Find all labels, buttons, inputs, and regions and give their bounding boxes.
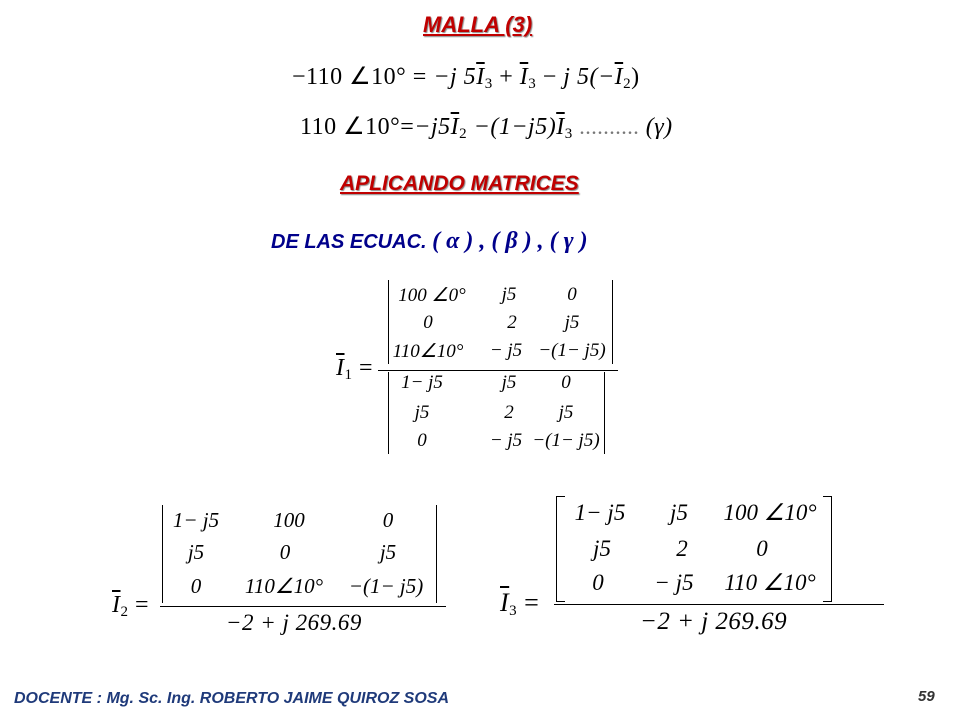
i3-denominator: −2 + j 269.69 [640, 608, 788, 635]
section-title: MALLA (3) [423, 12, 533, 37]
eq2-tag: (γ) [645, 114, 673, 140]
i3-num-r0c1: j5 [670, 500, 688, 525]
i1-fraction-line [378, 370, 618, 371]
i3-num-r0c0: 1− j5 [574, 500, 626, 525]
i2-num-r1c1: 0 [279, 540, 291, 564]
i1-num-r0c0: 100 ∠0° [398, 285, 466, 306]
ecuac-label: DE LAS ECUAC. [271, 231, 427, 253]
i3-var: $\overline{I}$ [500, 588, 510, 617]
i3-num-r1c0: j5 [593, 536, 611, 561]
i1-den-r0c2: 0 [561, 372, 571, 393]
subtitle: APLICANDO MATRICES [340, 172, 579, 195]
i3-label [500, 588, 539, 620]
i1-num-r1c1: 2 [507, 312, 517, 333]
i2-fraction-line [160, 606, 446, 607]
equation-mesh3-2 [300, 112, 673, 143]
i3-num-r0c2: 100 ∠10° [723, 500, 817, 525]
i1-num-r2c2: −(1− j5) [538, 340, 606, 361]
i1-num-r0c2: 0 [567, 284, 577, 305]
i3-num-bracket-right [823, 496, 832, 602]
eq2-term2: −(1−j5) [473, 114, 557, 140]
eq1-sub3a: 3 [484, 76, 493, 92]
eq1-sub3b: 3 [528, 76, 537, 92]
eq2-sub3: 3 [564, 126, 573, 142]
i2-denominator: −2 + j 269.69 [226, 610, 362, 635]
i2-num-r2c0: 0 [190, 574, 202, 598]
i3-fraction-line [554, 604, 884, 605]
i2-num-r1c2: j5 [379, 540, 397, 564]
i1-den-bar-right [604, 372, 605, 454]
eq1-current-i3b: $\overline{I}$ [519, 64, 529, 90]
i1-den-r1c2: j5 [558, 402, 574, 423]
i3-num-r2c0: 0 [592, 570, 604, 595]
i3-num-r1c1: 2 [676, 536, 688, 561]
i3-num-bracket-left [556, 496, 565, 602]
eq2-term1: −j5 [414, 114, 451, 140]
i3-num-r1c2: 0 [756, 536, 768, 561]
i2-sub: 2 [120, 604, 129, 620]
i2-label [112, 592, 149, 621]
i1-num-r2c0: 110∠10° [392, 341, 464, 362]
i1-den-r2c1: − j5 [489, 430, 523, 451]
i2-num-r1c0: j5 [187, 540, 205, 564]
equation-mesh3-1 [292, 62, 640, 93]
i3-sub: 3 [509, 603, 518, 619]
i2-num-r0c2: 0 [382, 508, 394, 532]
eq1-close: ) [631, 64, 640, 90]
eq2-dots: .......... [579, 114, 640, 139]
eq2-lhs: 110 ∠10° [300, 114, 401, 140]
i1-equals: = [359, 355, 374, 381]
i1-var: $\overline{I}$ [336, 355, 345, 381]
i1-den-r0c0: 1− j5 [401, 372, 443, 393]
ecuac-refs: ( α ) , ( β ) , ( γ ) [432, 228, 588, 254]
i2-var: $\overline{I}$ [112, 592, 121, 618]
eq1-plus: + [499, 64, 514, 90]
page-number: 59 [918, 688, 935, 705]
footer-docente: DOCENTE : Mg. Sc. Ing. ROBERTO JAIME QUIROZ SOSA [14, 690, 449, 707]
i1-num-r1c0: 0 [423, 312, 433, 333]
i1-num-bar-left [388, 280, 389, 364]
eq1-minus: − [542, 64, 557, 90]
i2-equals: = [135, 592, 150, 618]
i1-den-r2c2: −(1− j5) [532, 430, 600, 451]
eq1-current-i2: $\overline{I}$ [614, 64, 624, 90]
i2-num-r2c2: −(1− j5) [348, 574, 424, 598]
i3-equals: = [524, 588, 540, 617]
i1-num-r0c1: j5 [501, 284, 517, 305]
i2-num-bar-left [162, 505, 163, 603]
i1-label [336, 355, 373, 384]
i2-num-r2c1: 110∠10° [244, 574, 324, 598]
eq1-term1: −j 5 [433, 64, 477, 90]
i1-num-r1c2: j5 [564, 312, 580, 333]
i2-num-r0c0: 1− j5 [172, 508, 220, 532]
i2-num-r0c1: 100 [273, 508, 305, 532]
eq1-current-i3a: $\overline{I}$ [476, 64, 485, 90]
i1-num-bar-right [612, 280, 613, 364]
i1-den-r0c1: j5 [501, 372, 517, 393]
i1-sub: 1 [344, 367, 353, 383]
i1-den-r1c0: j5 [414, 402, 430, 423]
i3-num-r2c2: 110 ∠10° [724, 570, 816, 595]
i3-num-r2c1: − j5 [654, 570, 694, 595]
i1-den-bar-left [388, 372, 389, 454]
eq1-sub2: 2 [623, 76, 632, 92]
eq1-lhs: −110 ∠10° [292, 64, 407, 90]
eq1-equals: = [412, 64, 427, 90]
eq2-current-i2: $\overline{I}$ [450, 114, 460, 140]
i1-den-r2c0: 0 [417, 430, 427, 451]
eq1-term2: j 5(− [563, 64, 615, 90]
eq2-current-i3: $\overline{I}$ [556, 114, 565, 140]
eq2-sub2: 2 [459, 126, 468, 142]
i1-den-r1c1: 2 [504, 402, 514, 423]
i2-num-bar-right [436, 505, 437, 603]
equations-reference [271, 228, 588, 255]
eq2-equals: = [400, 114, 415, 140]
i1-num-r2c1: − j5 [489, 340, 523, 361]
